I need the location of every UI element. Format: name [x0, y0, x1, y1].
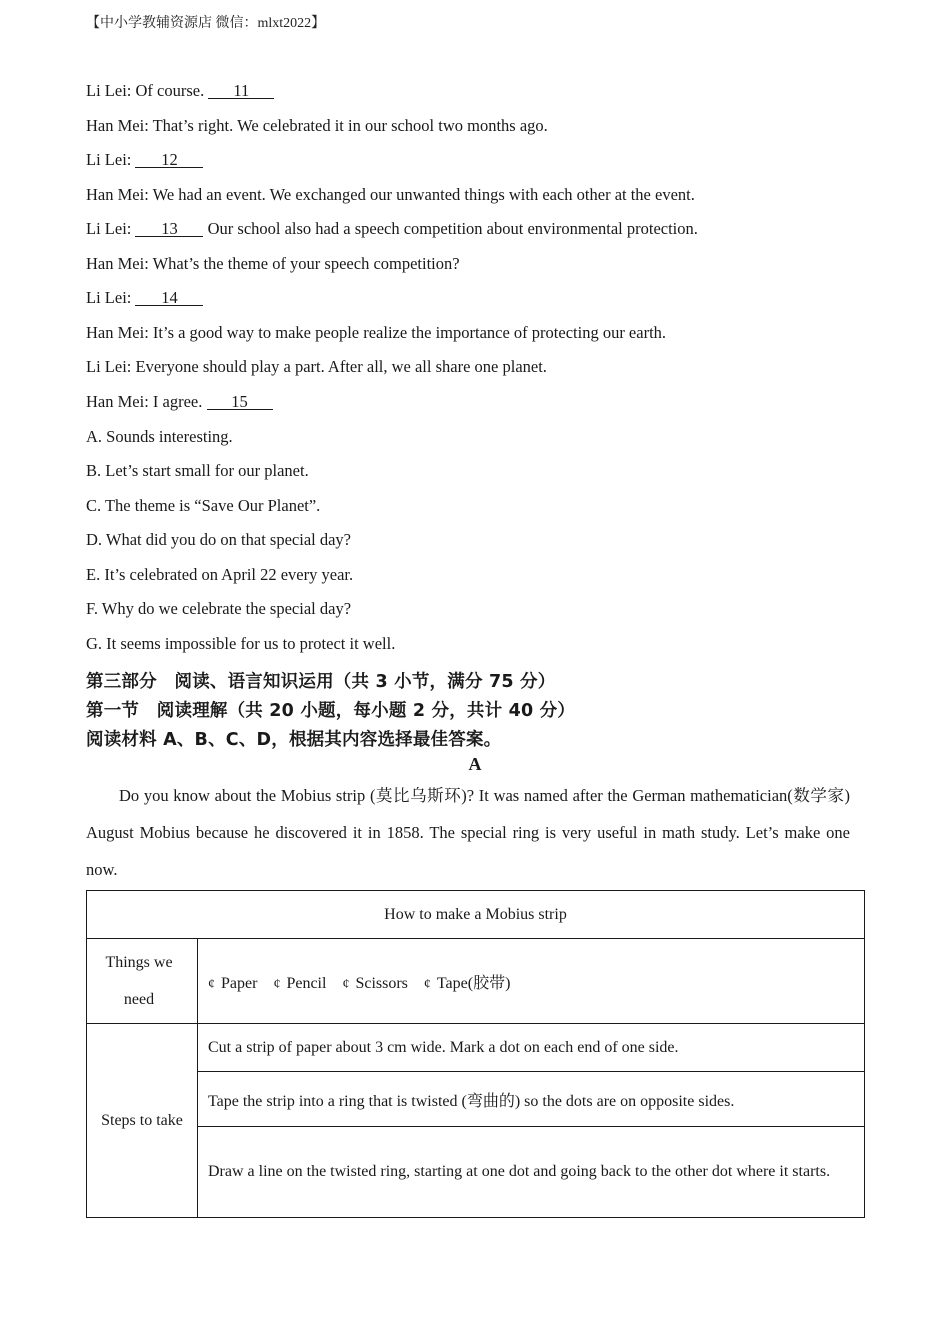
dialogue-line-6 [86, 254, 460, 274]
dialogue-line-10 [86, 392, 273, 412]
option-g: G. It seems impossible for us to protect it well. [86, 634, 396, 653]
passage-paragraph [86, 777, 850, 888]
dialogue-text: Li Lei: [86, 150, 136, 169]
needs-item: ¢ Paper [208, 974, 258, 992]
table-row-needs [87, 939, 865, 1024]
table-title-row [87, 891, 865, 939]
dialogue-text: Li Lei: [86, 288, 136, 307]
step-2: Tape the strip into a ring that is twisted (弯曲的) so the dots are on opposite sides. [198, 1072, 865, 1127]
steps-to-take-label: Steps to take [87, 1024, 198, 1218]
table-title: How to make a Mobius strip [87, 891, 865, 939]
option-e: E. It’s celebrated on April 22 every year. [86, 565, 354, 584]
section-heading-reading: 第一节 阅读理解（共 20 小题，每小题 2 分，共计 40 分） [86, 701, 576, 721]
dialogue-text: Our school also had a speech competition about environmental protection. [203, 219, 698, 238]
needs-item: ¢ Tape(胶带) [423, 974, 511, 992]
bullet-icon: ¢ [208, 976, 215, 992]
section-instruction: 阅读材料 A、B、C、D，根据其内容选择最佳答案。 [86, 730, 502, 750]
things-we-need-list [198, 939, 865, 1024]
answer-blank-11: 11 [208, 83, 274, 99]
dialogue-line-4 [86, 185, 695, 205]
dialogue-text: Han Mei: It’s a good way to make people realize the importance of protecting our earth. [86, 323, 667, 342]
option-a: A. Sounds interesting. [86, 427, 233, 446]
dialogue-line-8 [86, 323, 666, 343]
dialogue-line-3 [86, 150, 203, 170]
table-row-step-3 [87, 1127, 865, 1218]
step-1: Cut a strip of paper about 3 cm wide. Mark a dot on each end of one side. [198, 1024, 865, 1072]
answer-blank-15: 15 [207, 394, 273, 410]
dialogue-text: Li Lei: Everyone should play a part. After all, we all share one planet. [86, 357, 547, 376]
table-row-step-2 [87, 1072, 865, 1127]
dialogue-text: Han Mei: I agree. [86, 392, 207, 411]
bullet-icon: ¢ [423, 976, 431, 992]
dialogue-line-9 [86, 357, 547, 377]
bullet-icon: ¢ [342, 976, 350, 992]
dialogue-text: Han Mei: We had an event. We exchanged our unwanted things with each other at the event. [86, 185, 695, 204]
option-b: B. Let’s start small for our planet. [86, 461, 309, 480]
dialogue-line-7 [86, 288, 203, 308]
option-d: D. What did you do on that special day? [86, 530, 352, 549]
bullet-icon: ¢ [273, 976, 281, 992]
needs-label-line-2: need [123, 991, 155, 1008]
dialogue-line-5 [86, 219, 698, 239]
section-heading-part3: 第三部分 阅读、语言知识运用（共 3 小节，满分 75 分） [86, 672, 556, 692]
dialogue-text: Li Lei: Of course. [86, 81, 209, 100]
dialogue-text: Han Mei: What’s the theme of your speech competition? [86, 254, 460, 273]
table-row-step-1 [87, 1024, 865, 1072]
answer-blank-14: 14 [135, 290, 203, 306]
needs-item: ¢ Scissors [342, 974, 408, 992]
dialogue-text: Li Lei: [86, 219, 136, 238]
things-we-need-label [87, 939, 198, 1024]
dialogue-text: Han Mei: That’s right. We celebrated it in our school two months ago. [86, 116, 548, 135]
option-c: C. The theme is “Save Our Planet”. [86, 496, 321, 515]
dialogue-line-1 [86, 81, 274, 101]
step-3: Draw a line on the twisted ring, starting at one dot and going back to the other dot where it starts. [198, 1127, 865, 1218]
option-f: F. Why do we celebrate the special day? [86, 599, 352, 618]
passage-title: A [468, 754, 482, 774]
answer-blank-12: 12 [135, 152, 203, 168]
mobius-steps-table [86, 890, 865, 1218]
dialogue-line-2 [86, 116, 548, 136]
needs-label-line-1: Things we [105, 954, 173, 971]
passage-text: Do you know about the Mobius strip (莫比乌斯环)? It was named after the German mathematician(数学家) August Mobius because he discovered it in 1858. The special ring is very useful in math study. Let’s make one now. [86, 786, 850, 879]
page-header-watermark: 【中小学教辅资源店 微信：mlxt2022】 [86, 16, 326, 31]
answer-blank-13: 13 [135, 221, 203, 237]
needs-item: ¢ Pencil [273, 974, 327, 992]
